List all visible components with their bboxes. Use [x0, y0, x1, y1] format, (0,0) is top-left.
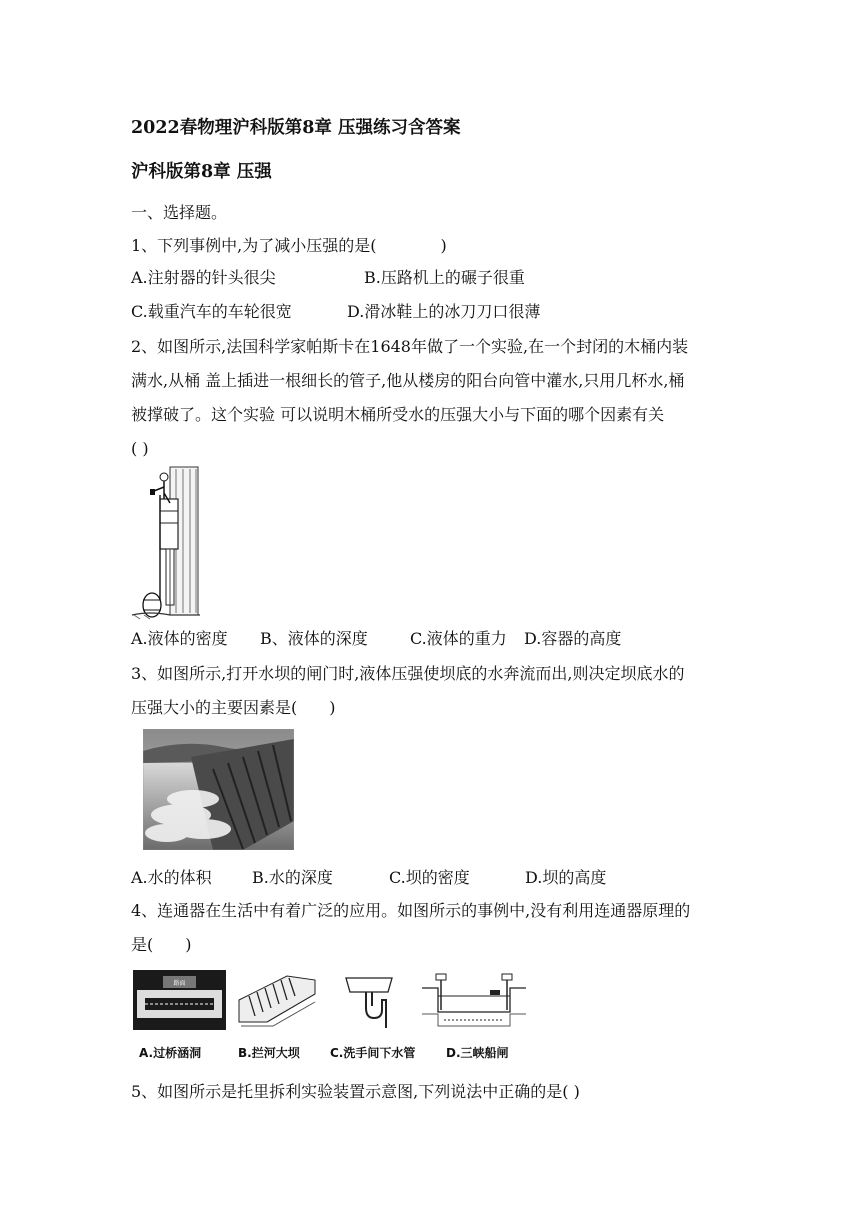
- river-dam-figure: [237, 970, 317, 1030]
- dam-spillway-photo: [143, 729, 294, 850]
- q3-option-b: B.水的深度: [252, 868, 333, 887]
- q2-stem-line3: 被撑破了。这个实验 可以说明木桶所受水的压强大小与下面的哪个因素有关: [131, 405, 665, 424]
- figure-caption-a: A.过桥涵洞: [139, 1046, 202, 1060]
- q3-stem-line2: 压强大小的主要因素是( ): [131, 698, 336, 717]
- q2-stem-line2: 满水,从桶 盖上插进一根细长的管子,他从楼房的阳台向管中灌水,只用几杯水,桶: [131, 371, 685, 390]
- chapter-heading: 沪科版第8章 压强: [131, 162, 272, 182]
- q3-option-d: D.坝的高度: [525, 868, 607, 887]
- figure-caption-d: D.三峡船闸: [446, 1046, 509, 1060]
- q4-stem-line2: 是( ): [131, 935, 192, 954]
- ship-lock-figure: [420, 970, 528, 1030]
- q1-stem: 1、下列事例中,为了减小压强的是( ): [131, 236, 447, 255]
- q3-option-c: C.坝的密度: [389, 868, 470, 887]
- q2-stem-line1: 2、如图所示,法国科学家帕斯卡在1648年做了一个实验,在一个封闭的木桶内装: [131, 337, 689, 356]
- sink-drain-figure: [340, 970, 400, 1030]
- q3-option-a: A.水的体积: [131, 868, 212, 887]
- q2-option-d: D.容器的高度: [524, 629, 622, 648]
- culvert-figure: [133, 970, 226, 1030]
- culvert-road-label: 路面: [173, 980, 186, 987]
- q5-stem: 5、如图所示是托里拆利实验装置示意图,下列说法中正确的是( ): [131, 1082, 580, 1101]
- q1-option-a: A.注射器的针头很尖: [131, 268, 276, 287]
- q2-option-c: C.液体的重力: [410, 629, 507, 648]
- figure-caption-c: C.洗手间下水管: [330, 1046, 416, 1060]
- q1-option-b: B.压路机上的碾子很重: [364, 268, 525, 287]
- pascal-barrel-figure: [130, 463, 202, 621]
- q1-option-d: D.滑冰鞋上的冰刀刀口很薄: [347, 302, 541, 321]
- q4-stem-line1: 4、连通器在生活中有着广泛的应用。如图所示的事例中,没有利用连通器原理的: [131, 901, 691, 920]
- q2-option-b: B、液体的深度: [260, 629, 368, 648]
- q3-stem-line1: 3、如图所示,打开水坝的闸门时,液体压强使坝底的水奔流而出,则决定坝底水的: [131, 664, 685, 683]
- section-heading: 一、选择题。: [131, 203, 228, 222]
- q1-option-c: C.载重汽车的车轮很宽: [131, 302, 292, 321]
- figure-caption-b: B.拦河大坝: [238, 1046, 300, 1060]
- q2-option-a: A.液体的密度: [131, 629, 228, 648]
- document-title: 2022春物理沪科版第8章 压强练习含答案: [131, 118, 461, 138]
- q2-stem-line4: ( ): [131, 439, 149, 458]
